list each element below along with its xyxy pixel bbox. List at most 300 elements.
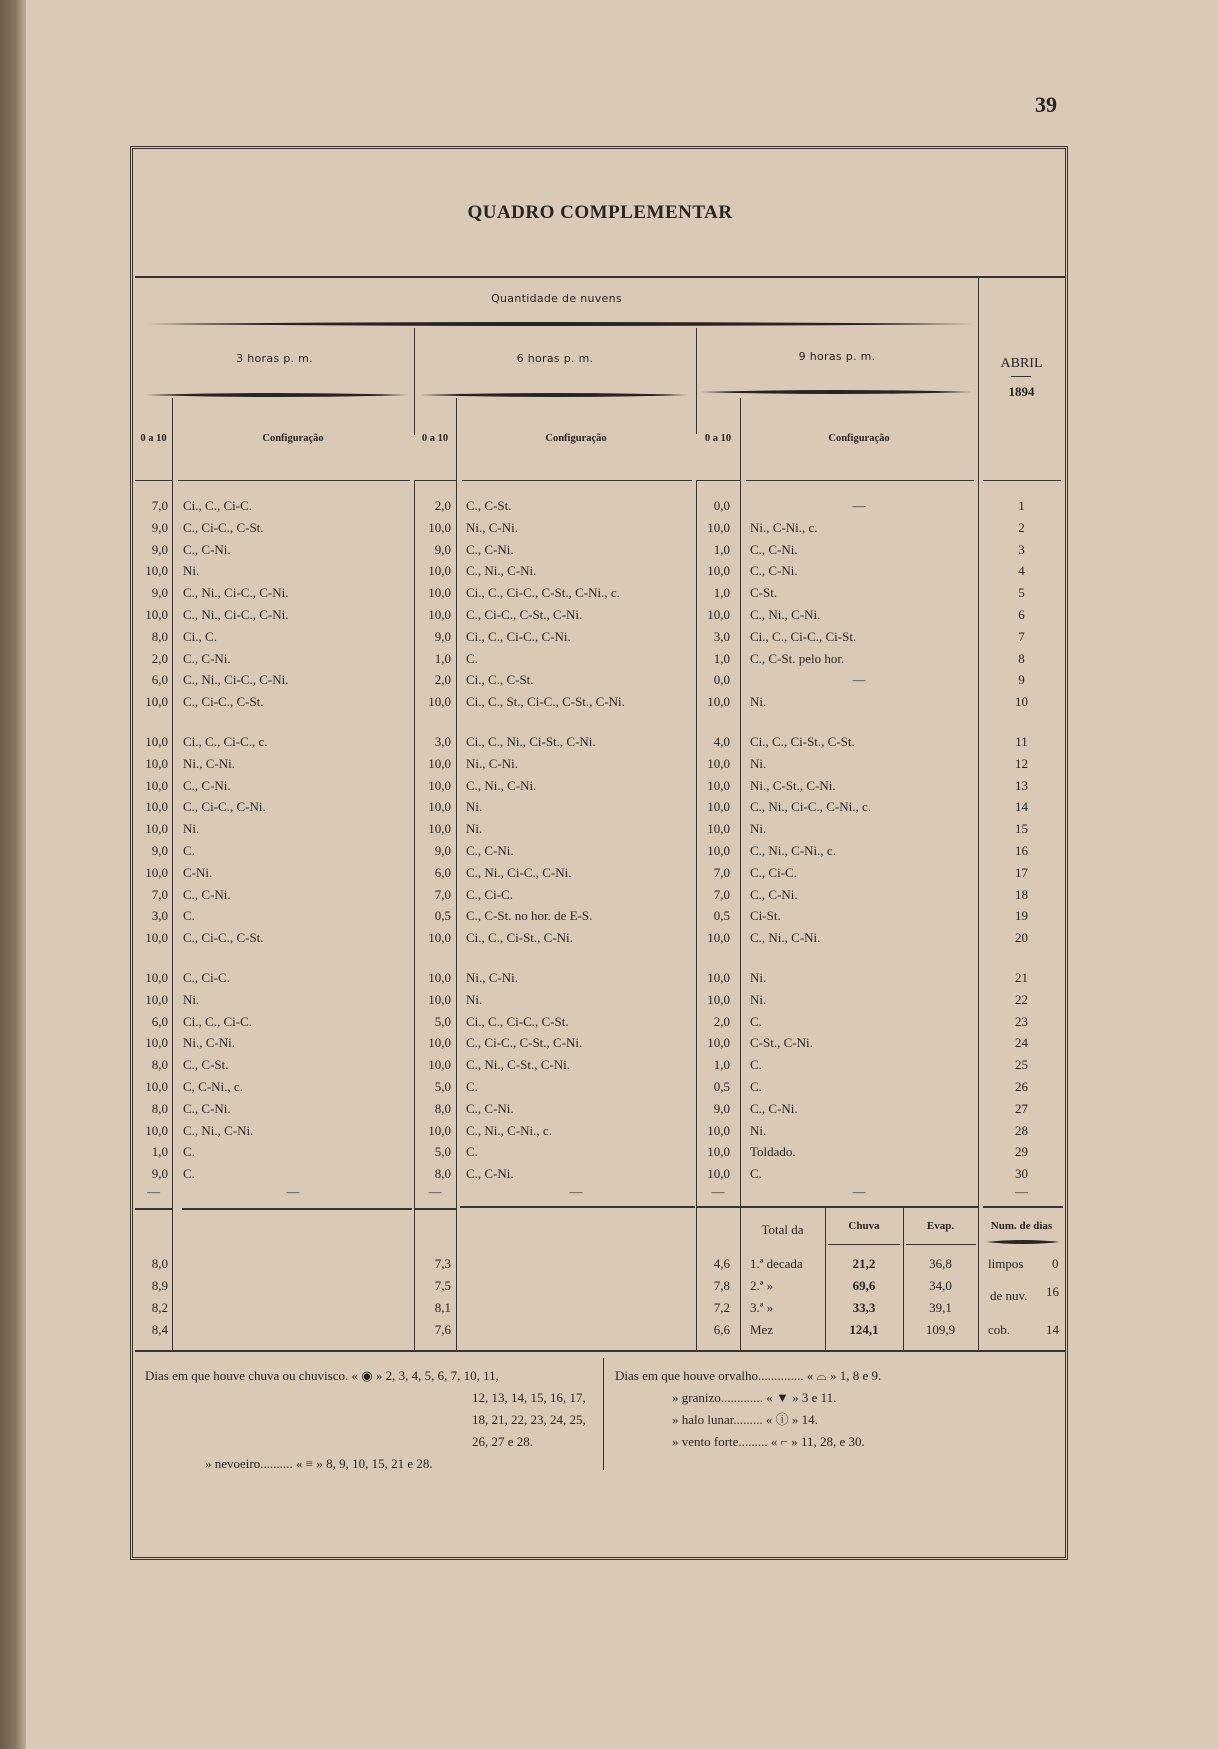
table-row-8-day: 8 (1018, 650, 1025, 666)
rule-6pm-9pm (696, 328, 697, 434)
table-row-29-9pm-amount: 10,0 (707, 1144, 730, 1160)
table-row-28-9pm-config: Ni. (750, 1122, 767, 1138)
table-row-17-day: 17 (1015, 864, 1028, 880)
summary-9pm-2: 7,8 (713, 1278, 730, 1293)
summary-3pm-3: 8,2 (151, 1300, 168, 1315)
table-row-28-9pm-amount: 10,0 (707, 1122, 730, 1138)
table-row-25-day: 25 (1015, 1057, 1028, 1073)
table-row-2-6pm-config: Ni., C-Ni. (466, 519, 518, 535)
summary-rule (135, 1208, 172, 1210)
table-row-1-6pm-amount: 2,0 (434, 498, 451, 513)
table-row-9-6pm-config: Ci., C., C-St. (466, 672, 534, 688)
summary-rule (460, 1206, 695, 1208)
table-row-12-3pm-config: Ni., C-Ni. (183, 755, 235, 771)
table-row-5-3pm-config: C., Ni., Ci-C., C-Ni. (183, 585, 289, 601)
summary-chuva-3: 33,3 (852, 1300, 876, 1315)
table-row-23-3pm-config: Ci., C., Ci-C. (183, 1013, 252, 1029)
table-row-11-3pm-config: Ci., C., Ci-C., c. (183, 734, 268, 749)
table-row-1-9pm-config: — (852, 498, 866, 513)
table-row-3-9pm-config: C., C-Ni. (750, 541, 798, 557)
table-row-29-day: 29 (1015, 1144, 1028, 1160)
table-row-23-day: 23 (1015, 1013, 1028, 1029)
table-row-14-3pm-config: C., Ci-C., C-Ni. (183, 799, 266, 815)
table-row-14-6pm-amount: 10,0 (428, 799, 451, 815)
table-row-12-9pm-config: Ni. (750, 755, 767, 771)
table-row-11-9pm-amount: 4,0 (713, 734, 730, 749)
footnote-chuva-line3: 18, 21, 22, 23, 24, 25, (472, 1412, 586, 1427)
table-row-5-6pm-config: Ci., C., Ci-C., C-St., C-Ni., c. (466, 585, 620, 601)
table-row-7-6pm-amount: 9,0 (434, 628, 451, 644)
table-row-7-6pm-config: Ci., C., Ci-C., C-Ni. (466, 628, 571, 644)
table-row-20-day: 20 (1015, 930, 1028, 946)
table-row-20-6pm-config: Ci., C., Ci-St., C-Ni. (466, 930, 573, 946)
table-row-3-3pm-config: C., C-Ni. (183, 541, 231, 557)
table-row-5-day: 5 (1018, 585, 1025, 601)
table-row-26-9pm-config: C. (750, 1079, 762, 1094)
table-row-22-9pm-amount: 10,0 (707, 991, 730, 1007)
table-row-21-6pm-amount: 10,0 (428, 970, 451, 985)
table-row-7-9pm-amount: 3,0 (713, 628, 730, 644)
table-row-27-6pm-amount: 8,0 (434, 1100, 451, 1116)
table-row-22-day: 22 (1015, 991, 1028, 1007)
table-row-17-3pm-amount: 10,0 (145, 864, 168, 880)
table-row-14-9pm-config: C., Ni., Ci-C., C-Ni., c. (750, 799, 871, 815)
table-row-17-9pm-config: C., Ci-C. (750, 864, 797, 880)
table-row-13-9pm-amount: 10,0 (707, 777, 730, 793)
table-row-23-6pm-config: Ci., C., Ci-C., C-St. (466, 1013, 569, 1029)
rule-scale-a (172, 398, 173, 1208)
table-row-27-9pm-amount: 9,0 (713, 1100, 730, 1116)
table-row-21-day: 21 (1015, 970, 1028, 985)
table-row-20-6pm-amount: 10,0 (428, 930, 451, 946)
table-row-25-3pm-config: C., C-St. (183, 1057, 229, 1073)
footnote-halo: » halo lunar......... « ⓘ » 14. (672, 1412, 818, 1427)
table-row-19-day: 19 (1015, 908, 1028, 924)
table-row-22-3pm-amount: 10,0 (145, 991, 168, 1007)
table-row-23-3pm-amount: 6,0 (151, 1013, 168, 1029)
page-number: 39 (1035, 92, 1057, 117)
scale-header-c: 0 a 10 (704, 433, 732, 444)
period-3pm: 3 horas p. m. (236, 352, 313, 365)
table-row-13-9pm-config: Ni., C-St., C-Ni. (750, 777, 836, 793)
chuva-label: Chuva (848, 1220, 880, 1232)
table-row-3-day: 3 (1018, 541, 1025, 557)
period-9pm: 9 horas p. m. (798, 350, 876, 363)
summary-period-label-4: Mez (750, 1322, 774, 1337)
rule (983, 480, 1061, 481)
table-row-8-3pm-amount: 2,0 (151, 650, 168, 666)
table-row-16-3pm-amount: 9,0 (151, 843, 168, 858)
footnote-vento: » vento forte......... « ⌐ » 11, 28, e 30. (672, 1434, 865, 1449)
footnote-chuva-line2: 12, 13, 14, 15, 16, 17, (472, 1390, 586, 1405)
page-title: QUADRO COMPLEMENTAR (467, 202, 733, 223)
table-row-3-6pm-config: C., C-Ni. (466, 541, 514, 557)
cob-value: 14 (1046, 1322, 1059, 1337)
rule-3pm-6pm (414, 328, 415, 434)
year-label: 1894 (1008, 384, 1035, 399)
table-row-7-9pm-config: Ci., C., Ci-C., Ci-St. (750, 628, 857, 644)
table-row-24-3pm-amount: 10,0 (145, 1035, 168, 1051)
table-row-24-9pm-amount: 10,0 (707, 1035, 730, 1051)
swell-3pm (145, 392, 407, 398)
table-row-11-9pm-config: Ci., C., Ci-St., C-St. (750, 734, 855, 749)
table-row-5-9pm-config: C-St. (750, 585, 778, 601)
table-row-27-9pm-config: C., C-Ni. (750, 1100, 798, 1116)
table-row-18-6pm-config: C., Ci-C. (466, 886, 513, 902)
table-row-25-6pm-amount: 10,0 (428, 1057, 451, 1073)
table-row-4-6pm-amount: 10,0 (428, 563, 451, 579)
table-row-9-6pm-amount: 2,0 (434, 672, 451, 688)
table-row-6-3pm-amount: 10,0 (145, 607, 168, 622)
table-row-18-3pm-amount: 7,0 (151, 886, 168, 902)
table-row-27-day: 27 (1015, 1100, 1028, 1116)
table-row-9-3pm-amount: 6,0 (151, 672, 168, 688)
table-row-13-3pm-config: C., C-Ni. (183, 777, 231, 793)
table-row-2-9pm-config: Ni., C-Ni., c. (750, 519, 818, 535)
table-row-12-6pm-config: Ni., C-Ni. (466, 755, 518, 771)
month-underline (1011, 376, 1031, 377)
table-row-19-6pm-config: C., C-St. no hor. de E-S. (466, 908, 593, 924)
footnote-orvalho: Dias em que houve orvalho.............. « ⌓ » 1, 8 e 9. (615, 1368, 882, 1383)
table-row-27-3pm-amount: 8,0 (151, 1100, 168, 1116)
table-row-15-day: 15 (1015, 821, 1028, 837)
table-row-26-6pm-amount: 5,0 (434, 1079, 451, 1094)
table-row-27-6pm-config: C., C-Ni. (466, 1100, 514, 1116)
table-row-10-day: 10 (1015, 694, 1028, 710)
table-row-3-3pm-amount: 9,0 (151, 541, 168, 557)
table-row-16-6pm-amount: 9,0 (434, 843, 451, 858)
table-row-18-9pm-amount: 7,0 (713, 886, 730, 902)
config-header-3pm: Configuração (262, 433, 324, 444)
nuv-value: 16 (1046, 1284, 1059, 1299)
table-row-16-day: 16 (1015, 843, 1028, 858)
table-row-23-9pm-amount: 2,0 (713, 1013, 730, 1029)
table-row-26-6pm-config: C. (466, 1079, 478, 1094)
table-row-6-3pm-config: C., Ni., Ci-C., C-Ni. (183, 607, 289, 622)
table-row-16-9pm-amount: 10,0 (707, 843, 730, 858)
table-row-16-6pm-config: C., C-Ni. (466, 843, 514, 858)
header-top-rule (135, 276, 1065, 278)
rule (462, 480, 692, 481)
table-row-7-3pm-config: Ci., C. (183, 628, 217, 644)
table-row-4-9pm-amount: 10,0 (707, 563, 730, 579)
footnote-top-rule (135, 1350, 1065, 1352)
footnote-chuva-line4: 26, 27 e 28. (472, 1434, 534, 1449)
num-dias-label: Num. de dias (990, 1220, 1053, 1232)
nuv-label: de nuv. (990, 1288, 1028, 1303)
table-row-19-3pm-config: C. (183, 908, 195, 924)
table-row-19-6pm-amount: 0,5 (434, 908, 451, 924)
summary-9pm-4: 6,6 (713, 1322, 730, 1337)
table-row-25-6pm-config: C., Ni., C-St., C-Ni. (466, 1057, 571, 1073)
summary-6pm-2: 7,5 (434, 1278, 451, 1293)
rule (696, 480, 740, 481)
table-row-11-6pm-amount: 3,0 (434, 734, 451, 749)
table-row-9-day: 9 (1018, 672, 1025, 688)
table-row-11-6pm-config: Ci., C., Ni., Ci-St., C-Ni. (466, 734, 596, 749)
table-row-9-3pm-config: C., Ni., Ci-C., C-Ni. (183, 672, 289, 688)
table-row-4-day: 4 (1018, 563, 1025, 579)
month-label: ABRIL (1000, 356, 1043, 371)
table-row-20-3pm-config: C., Ci-C., C-St. (183, 930, 264, 946)
summary-3pm-2: 8,9 (151, 1278, 168, 1293)
summary-6pm-3: 8,1 (434, 1300, 451, 1315)
table-row-8-6pm-amount: 1,0 (434, 650, 451, 666)
evap-label: Evap. (926, 1220, 955, 1232)
rule (746, 480, 974, 481)
table-row-24-6pm-amount: 10,0 (428, 1035, 451, 1051)
rule-scale-b (456, 398, 457, 1208)
table-row-15-6pm-config: Ni. (466, 821, 483, 837)
table-row-1-day: 1 (1018, 498, 1025, 513)
scale-header-a: 0 a 10 (140, 433, 167, 444)
dash-day: — (1015, 1184, 1028, 1199)
table-row-3-6pm-amount: 9,0 (434, 541, 451, 557)
table-row-12-6pm-amount: 10,0 (428, 755, 451, 771)
table-row-26-day: 26 (1015, 1079, 1028, 1094)
swell-9pm (700, 389, 972, 395)
column-rule (172, 1208, 173, 1350)
summary-3pm-1: 8,0 (151, 1256, 168, 1271)
swell-6pm (420, 392, 688, 398)
table-row-26-3pm-amount: 10,0 (145, 1079, 168, 1094)
table-row-8-9pm-amount: 1,0 (713, 650, 730, 666)
table-row-4-3pm-config: Ni. (183, 563, 200, 579)
table-row-30-6pm-config: C., C-Ni. (466, 1166, 514, 1182)
table-row-15-3pm-config: Ni. (183, 821, 200, 837)
table-row-17-6pm-config: C., Ni., Ci-C., C-Ni. (466, 864, 572, 880)
table-row-10-3pm-config: C., Ci-C., C-St. (183, 694, 264, 710)
table-row-28-day: 28 (1015, 1122, 1028, 1138)
table-row-18-9pm-config: C., C-Ni. (750, 886, 798, 902)
summary-rule (414, 1208, 456, 1210)
table-row-21-3pm-amount: 10,0 (145, 970, 168, 985)
table-row-30-9pm-config: C. (750, 1166, 762, 1182)
summary-rule (740, 1206, 978, 1208)
table-row-1-6pm-config: C., C-St. (466, 498, 512, 513)
table-row-14-9pm-amount: 10,0 (707, 799, 730, 815)
table-row-15-9pm-amount: 10,0 (707, 821, 730, 837)
table-row-29-3pm-config: C. (183, 1144, 195, 1160)
rule-scale-c (740, 398, 741, 1208)
column-rule (456, 1208, 457, 1350)
table-row-9-9pm-config: — (852, 672, 866, 688)
summary-chuva-1: 21,2 (852, 1256, 876, 1271)
table-row-22-6pm-config: Ni. (466, 991, 483, 1007)
table-row-13-6pm-amount: 10,0 (428, 777, 451, 793)
table-row-8-3pm-config: C., C-Ni. (183, 650, 231, 666)
table-row-4-6pm-config: C., Ni., C-Ni. (466, 563, 537, 579)
table-row-11-3pm-amount: 10,0 (145, 734, 168, 749)
table-row-2-6pm-amount: 10,0 (428, 519, 451, 535)
table-row-8-6pm-config: C. (466, 650, 478, 666)
dash-6pm-config: — (569, 1184, 583, 1199)
table-row-28-3pm-amount: 10,0 (145, 1122, 168, 1138)
table-row-21-9pm-amount: 10,0 (707, 970, 730, 985)
book-spine (0, 0, 26, 1749)
table-row-29-6pm-amount: 5,0 (434, 1144, 451, 1160)
rule (828, 1244, 900, 1245)
table-row-11-day: 11 (1015, 734, 1028, 749)
summary-evap-2: 34,0 (929, 1278, 952, 1293)
table-row-5-3pm-amount: 9,0 (151, 585, 168, 601)
table-row-2-3pm-amount: 9,0 (151, 519, 168, 535)
table-row-16-9pm-config: C., Ni., C-Ni., c. (750, 843, 836, 858)
table-row-10-9pm-amount: 10,0 (707, 694, 730, 710)
table-row-23-9pm-config: C. (750, 1013, 762, 1029)
table-row-30-day: 30 (1015, 1166, 1028, 1182)
table-row-16-3pm-config: C. (183, 843, 195, 858)
table-row-18-3pm-config: C., C-Ni. (183, 886, 231, 902)
table-row-1-3pm-config: Ci., C., Ci-C. (183, 498, 252, 513)
table-row-22-9pm-config: Ni. (750, 991, 767, 1007)
rule (414, 480, 456, 481)
table-row-1-3pm-amount: 7,0 (151, 498, 168, 513)
footnote-nevoeiro: » nevoeiro.......... « ≡ » 8, 9, 10, 15, 21 e 28. (205, 1456, 433, 1471)
table-row-6-9pm-amount: 10,0 (707, 607, 730, 622)
table-row-6-day: 6 (1018, 607, 1025, 622)
table-row-2-3pm-config: C., Ci-C., C-St. (183, 519, 264, 535)
table-row-14-3pm-amount: 10,0 (145, 799, 168, 815)
summary-evap-1: 36,8 (929, 1256, 952, 1271)
table-row-28-6pm-config: C., Ni., C-Ni., c. (466, 1122, 552, 1138)
table-row-27-3pm-config: C., C-Ni. (183, 1100, 231, 1116)
summary-rule (983, 1206, 1063, 1208)
config-header-9pm: Configuração (828, 433, 890, 444)
table-row-18-6pm-amount: 7,0 (434, 886, 451, 902)
summary-3pm-4: 8,4 (151, 1322, 168, 1337)
table-row-12-3pm-amount: 10,0 (145, 755, 168, 771)
table-row-24-6pm-config: C., Ci-C., C-St., C-Ni. (466, 1035, 583, 1051)
summary-period-label-2: 2.ª » (750, 1278, 774, 1293)
table-row-12-9pm-amount: 10,0 (707, 755, 730, 771)
summary-chuva-4: 124,1 (849, 1322, 879, 1337)
dash-9pm-config: — (852, 1184, 866, 1199)
summary-9pm-1: 4,6 (713, 1256, 730, 1271)
table-row-26-9pm-amount: 0,5 (713, 1079, 730, 1094)
table-row-17-9pm-amount: 7,0 (713, 864, 730, 880)
table-row-1-9pm-amount: 0,0 (713, 498, 730, 513)
summary-rule (696, 1206, 740, 1208)
quantidade-swell (145, 321, 975, 327)
table-row-15-3pm-amount: 10,0 (145, 821, 168, 837)
table-row-29-6pm-config: C. (466, 1144, 478, 1160)
summary-evap-4: 109,9 (925, 1322, 956, 1337)
table-row-6-9pm-config: C., Ni., C-Ni. (750, 607, 821, 622)
table-row-20-9pm-config: C., Ni., C-Ni. (750, 930, 821, 946)
table-row-10-6pm-amount: 10,0 (428, 694, 451, 710)
table-row-10-3pm-amount: 10,0 (145, 694, 168, 710)
quantidade-header: Quantidade de nuvens (491, 292, 622, 305)
summary-6pm-4: 7,6 (434, 1322, 451, 1337)
rule (906, 1244, 976, 1245)
table-row-20-9pm-amount: 10,0 (707, 930, 730, 946)
table-row-30-3pm-amount: 9,0 (151, 1166, 168, 1182)
table-row-25-9pm-amount: 1,0 (713, 1057, 730, 1073)
table-row-26-3pm-config: C, C-Ni., c. (183, 1079, 243, 1094)
table-row-3-9pm-amount: 1,0 (713, 541, 730, 557)
limpos-value: 0 (1052, 1256, 1059, 1271)
table-row-5-9pm-amount: 1,0 (713, 585, 730, 601)
table-row-7-3pm-amount: 8,0 (151, 628, 168, 644)
table-row-6-6pm-amount: 10,0 (428, 607, 451, 622)
total-da-label: Total da (761, 1222, 804, 1237)
table-row-4-9pm-config: C., C-Ni. (750, 563, 798, 579)
scale-header-b: 0 a 10 (421, 433, 449, 444)
table-row-17-6pm-amount: 6,0 (434, 864, 451, 880)
table-row-14-6pm-config: Ni. (466, 799, 483, 815)
table-row-25-3pm-amount: 8,0 (151, 1057, 168, 1073)
table-row-6-6pm-config: C., Ci-C., C-St., C-Ni. (466, 607, 583, 622)
table-row-21-3pm-config: C., Ci-C. (183, 970, 230, 985)
table-row-9-9pm-amount: 0,0 (713, 672, 730, 688)
table-row-19-9pm-amount: 0,5 (713, 908, 730, 924)
table-row-28-3pm-config: C., Ni., C-Ni. (183, 1122, 254, 1138)
table-row-19-9pm-config: Ci-St. (750, 908, 781, 924)
table-row-30-3pm-config: C. (183, 1166, 195, 1182)
table-row-14-day: 14 (1015, 799, 1028, 815)
table-row-12-day: 12 (1015, 755, 1028, 771)
table-row-18-day: 18 (1015, 886, 1028, 902)
table-row-17-3pm-config: C-Ni. (183, 864, 213, 880)
table-row-20-3pm-amount: 10,0 (145, 930, 168, 946)
period-6pm: 6 horas p. m. (516, 352, 594, 365)
dash-3pm-config: — (286, 1184, 300, 1199)
table-row-30-6pm-amount: 8,0 (434, 1166, 451, 1182)
table-row-19-3pm-amount: 3,0 (151, 908, 168, 924)
summary-evap-3: 39,1 (929, 1300, 952, 1315)
table-row-29-3pm-amount: 1,0 (151, 1144, 168, 1160)
cob-label: cob. (988, 1322, 1011, 1337)
dash-3pm-amount: — (147, 1184, 160, 1199)
table-row-7-day: 7 (1018, 628, 1025, 644)
table-row-28-6pm-amount: 10,0 (428, 1122, 451, 1138)
summary-6pm-1: 7,3 (434, 1256, 451, 1271)
table-row-13-day: 13 (1015, 777, 1028, 793)
table-row-8-9pm-config: C., C-St. pelo hor. (750, 650, 845, 666)
table-row-23-6pm-amount: 5,0 (434, 1013, 451, 1029)
limpos-label: limpos (988, 1256, 1024, 1271)
table-row-24-9pm-config: C-St., C-Ni. (750, 1035, 813, 1051)
table-row-4-3pm-amount: 10,0 (145, 563, 168, 579)
footnote-chuva: Dias em que houve chuva ou chuvisco. « ◉ » 2, 3, 4, 5, 6, 7, 10, 11, (145, 1368, 499, 1383)
footnote-granizo: » granizo............. « ▼ » 3 e 11. (672, 1390, 837, 1405)
rule (178, 480, 410, 481)
table-row-5-6pm-amount: 10,0 (428, 585, 451, 601)
table-row-30-9pm-amount: 10,0 (707, 1166, 730, 1182)
table-row-22-6pm-amount: 10,0 (428, 991, 451, 1007)
table-row-21-9pm-config: Ni. (750, 970, 767, 985)
table-row-2-day: 2 (1018, 519, 1025, 535)
table-row-13-3pm-amount: 10,0 (145, 777, 168, 793)
table-row-15-6pm-amount: 10,0 (428, 821, 451, 837)
num-dias-swell (986, 1239, 1060, 1245)
table-row-13-6pm-config: C., Ni., C-Ni. (466, 777, 537, 793)
dash-6pm-amount: — (428, 1184, 442, 1199)
table-row-21-6pm-config: Ni., C-Ni. (466, 970, 518, 985)
summary-chuva-2: 69,6 (852, 1278, 876, 1293)
table-row-24-day: 24 (1015, 1035, 1028, 1051)
table-row-29-9pm-config: Toldado. (750, 1144, 796, 1160)
table-row-10-9pm-config: Ni. (750, 694, 767, 710)
summary-period-label-1: 1.ª decada (750, 1256, 803, 1271)
table-row-10-6pm-config: Ci., C., St., Ci-C., C-St., C-Ni. (466, 694, 625, 710)
summary-period-label-3: 3.ª » (750, 1300, 774, 1315)
config-header-6pm: Configuração (545, 433, 607, 444)
table-row-15-9pm-config: Ni. (750, 821, 767, 837)
table-row-24-3pm-config: Ni., C-Ni. (183, 1035, 235, 1051)
footnote-divider (603, 1358, 604, 1470)
